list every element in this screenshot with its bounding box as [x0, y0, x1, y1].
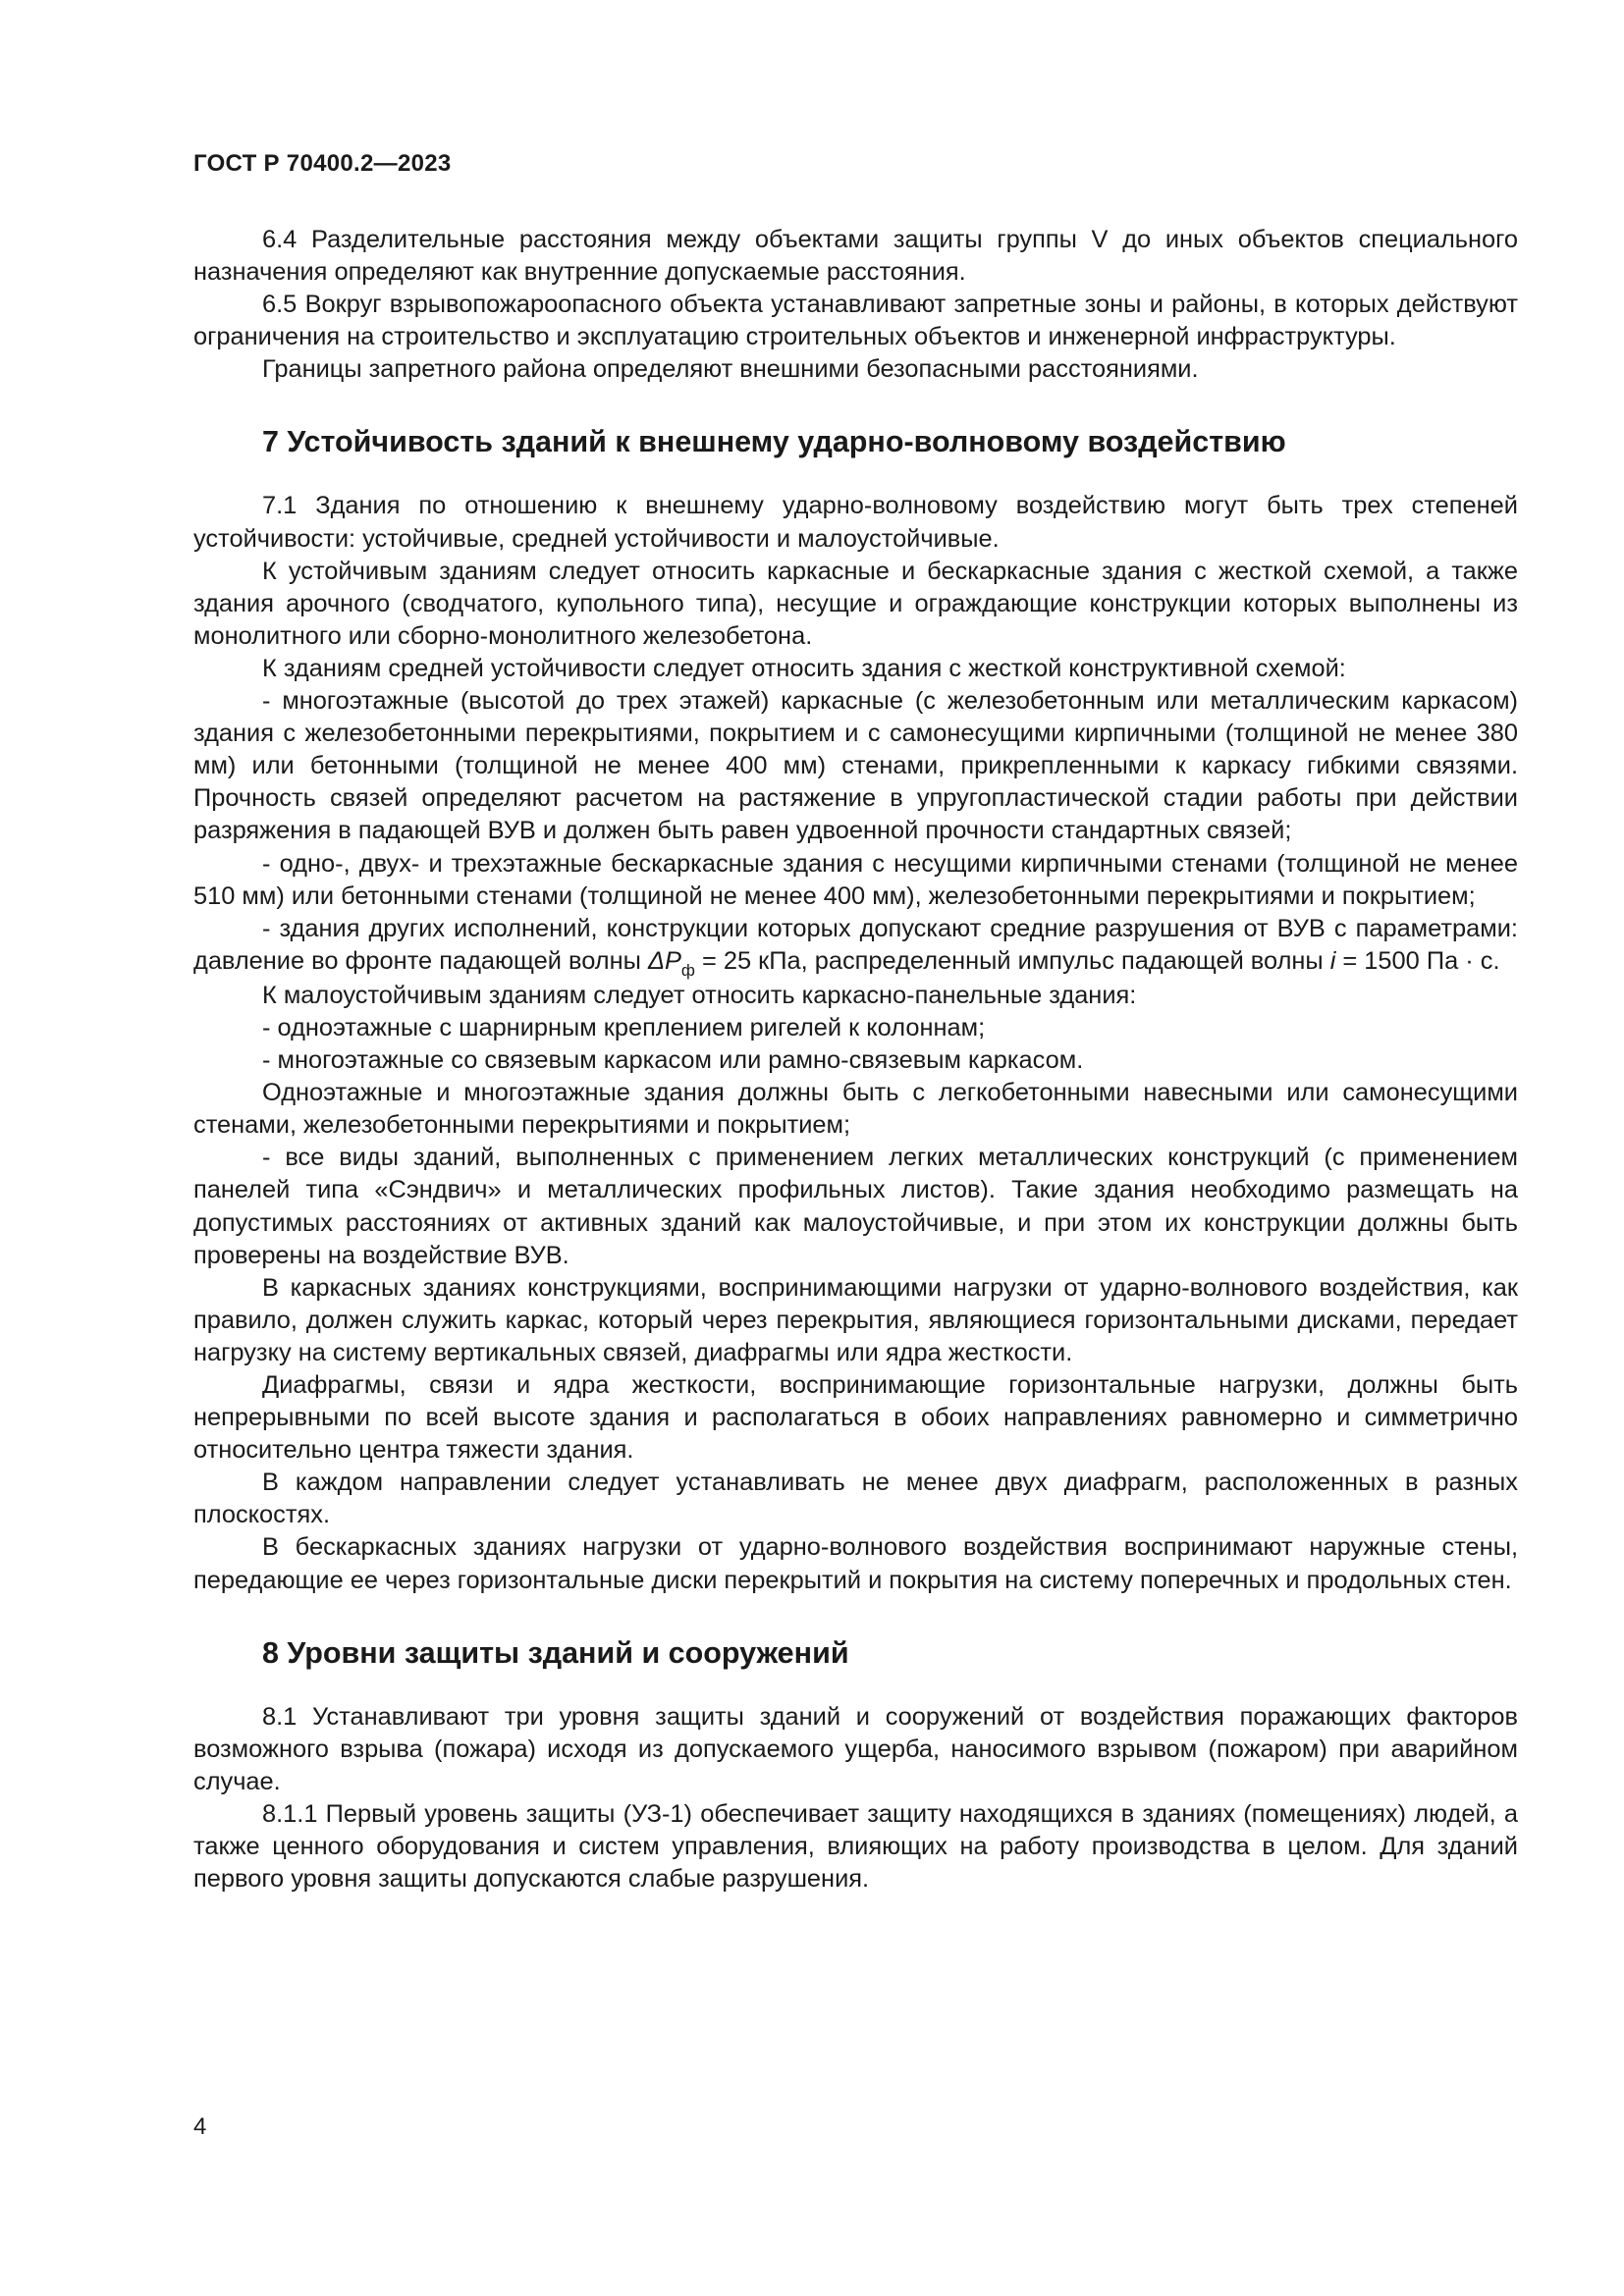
- paragraph-6-4: 6.4 Разделительные расстояния между объектами защиты группы V до иных объектов специального назначения определяют как внутренние допускаемые расстояния.: [193, 226, 1518, 287]
- pressure-subscript: ф: [680, 960, 695, 980]
- paragraph-8-1-1: 8.1.1 Первый уровень защиты (УЗ-1) обеспечивает защиту находящихся в зданиях (помещениях) людей, а также ценного оборудования и систем управления, влияющих на работу производства в целом. Для зданий первого уровня защиты допускаются слабые разрушения.: [193, 1799, 1518, 1894]
- page-number: 4: [193, 2113, 207, 2140]
- paragraph-6-5: 6.5 Вокруг взрывопожароопасного объекта устанавливают запретные зоны и районы, в которых действуют ограничения на строительство и эксплуатацию строительных объектов и инженерной инфраструктуры.: [193, 291, 1518, 351]
- page-body: [193, 224, 1518, 1896]
- list-item-multistorey-frame: - многоэтажные (высотой до трех этажей) каркасные (с железобетонным или металлическим каркасом) здания с железобетонными перекрытиями, покрытием и с самонесущими кирпичными (толщиной не менее 380 мм) или бетонными (толщиной не менее 400 мм) стенами, прикрепленными к каркасу гибкими связями. Прочность связей определяют расчетом на растяжение в упругопластической стадии работы при действии разряжения в падающей ВУВ и должен быть равен удвоенной прочности стандартных связей;: [193, 687, 1518, 845]
- paragraph-7-1: 7.1 Здания по отношению к внешнему ударно-волновому воздействию могут быть трех степеней устойчивости: устойчивые, средней устойчивости и малоустойчивые.: [193, 492, 1518, 553]
- document-code-header: ГОСТ Р 70400.2—2023: [193, 150, 452, 177]
- paragraph-frameless-loads: В бескаркасных зданиях нагрузки от ударно-волнового воздействия воспринимают наружные стены, передающие ее через горизонтальные диски перекрытий и покрытия на систему поперечных и продольных стен.: [193, 1533, 1518, 1594]
- list-item-single-storey: - одноэтажные с шарнирным креплением ригелей к колоннам;: [262, 1013, 986, 1041]
- paragraph-low-stability: К малоустойчивым зданиям следует относить каркасно-панельные здания:: [262, 981, 1137, 1009]
- text-part: = 25 кПа, распределенный импульс падающей волны: [694, 946, 1330, 975]
- paragraph-medium-stability: К зданиям средней устойчивости следует относить здания с жесткой конструктивной схемой:: [262, 654, 1346, 682]
- impulse-symbol: i: [1329, 946, 1336, 975]
- section-8-heading: 8 Уровни защиты зданий и сооружений: [262, 1635, 849, 1670]
- list-item-multi-storey: - многоэтажные со связевым каркасом или рамно-связевым каркасом.: [262, 1046, 1084, 1075]
- list-item-light-metal: - все виды зданий, выполненных с применением легких металлических конструкций (с применением панелей типа «Сэндвич» и металлических профильных листов). Такие здания необходимо размещать на допустимых расстояниях от активных зданий как малоустойчивые, и при этом их конструкции должны быть проверены на воздействие ВУВ.: [193, 1144, 1518, 1269]
- paragraph-8-1: 8.1 Устанавливают три уровня защиты зданий и сооружений от воздействия поражающих факторов возможного взрыва (пожара) исходя из допускаемого ущерба, наносимого взрывом (пожаром) при аварийном случае.: [193, 1702, 1518, 1795]
- paragraph-each-direction: В каждом направлении следует устанавливать не менее двух диафрагм, расположенных в разных плоскостях.: [193, 1468, 1518, 1529]
- text-part: - здания других исполнений, конструкции которых допускают средние разрушения от ВУВ с параметрами: давление во фронте падающей волны: [193, 914, 1518, 975]
- pressure-symbol: ΔP: [647, 946, 681, 975]
- list-item-frameless: - одно-, двух- и трехэтажные бескаркасные здания с несущими кирпичными стенами (толщиной не менее 510 мм) или бетонными стенами (толщиной не менее 400 мм), железобетонными перекрытиями и покрытием;: [193, 849, 1518, 910]
- section-7-heading: 7 Устойчивость зданий к внешнему ударно-волновому воздействию: [262, 425, 1286, 459]
- paragraph-6-5-boundaries: Границы запретного района определяют внешними безопасными расстояниями.: [262, 355, 1199, 384]
- text-part: = 1500 Па · с.: [1335, 946, 1500, 975]
- list-item-other-buildings: [193, 913, 1518, 980]
- paragraph-walls: Одноэтажные и многоэтажные здания должны быть с легкобетонными навесными или самонесущими стенами, железобетонными перекрытиями и покрытием;: [193, 1079, 1518, 1140]
- paragraph-stable-buildings: К устойчивым зданиям следует относить каркасные и бескаркасные здания с жесткой схемой, а также здания арочного (сводчатого, купольного типа), несущие и ограждающие конструкции которых выполнены из монолитного или сборно-монолитного железобетона.: [193, 557, 1518, 650]
- paragraph-frame-buildings: В каркасных зданиях конструкциями, воспринимающими нагрузки от ударно-волнового воздействия, как правило, должен служить каркас, который через перекрытия, являющиеся горизонтальными дисками, передает нагрузку на систему вертикальных связей, диафрагмы или ядра жесткости.: [193, 1273, 1518, 1366]
- paragraph-diaphragms: Диафрагмы, связи и ядра жесткости, воспринимающие горизонтальные нагрузки, должны быть непрерывными по всей высоте здания и располагаться в обоих направлениях равномерно и симметрично относительно центра тяжести здания.: [193, 1371, 1518, 1465]
